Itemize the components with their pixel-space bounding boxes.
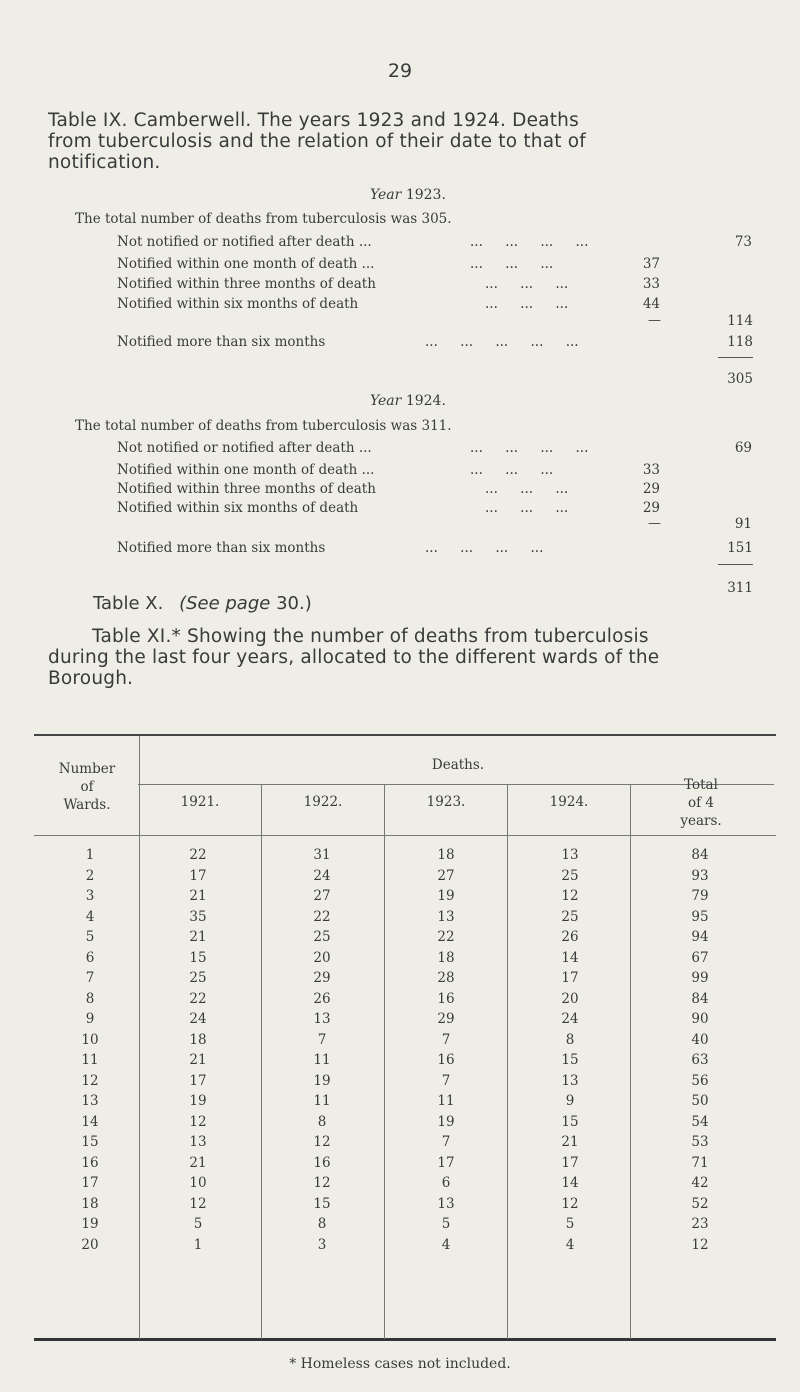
ward-number-cell: 14 (81, 1113, 99, 1130)
year-number: 1923. (405, 187, 446, 203)
deaths-cell: 12 (189, 1113, 207, 1130)
deaths-cell: 8 (317, 1113, 327, 1130)
deaths-cell: 26 (313, 990, 331, 1007)
deaths-cell: 13 (313, 1011, 331, 1027)
total-column-header: Total of 4 years. (680, 777, 722, 829)
ward-number-cell: 7 (85, 970, 95, 986)
deaths-cell: 4 (441, 1236, 451, 1253)
deaths-cell: 8 (565, 1031, 575, 1048)
total-cell: 67 (691, 949, 709, 966)
year-column-header: 1924. (549, 794, 589, 810)
deaths-cell: 35 (189, 908, 207, 925)
ward-number-cell: 8 (85, 990, 95, 1007)
deaths-cell: 19 (437, 1113, 455, 1130)
table-bottom-rule (34, 1338, 776, 1341)
within-three-months-label: Notified within three months of death (117, 481, 376, 497)
grand-total: 305 (727, 371, 753, 387)
dot-leaders: ... ... ... ... (470, 234, 589, 250)
deaths-cell: 25 (561, 867, 579, 884)
within-six-months-label: Notified within six months of death (117, 500, 359, 516)
deaths-cell: 21 (189, 1154, 207, 1171)
total-rule (718, 564, 753, 565)
total-cell: 42 (691, 1175, 709, 1191)
dot-leaders: ... ... ... (470, 462, 554, 478)
deaths-cell: 13 (437, 908, 455, 925)
dot-leaders: ... ... ... (485, 296, 569, 312)
deaths-cell: 1 (193, 1236, 203, 1253)
dot-leaders: ... ... ... (485, 276, 569, 292)
total-cell: 84 (691, 847, 709, 863)
deaths-cell: 11 (313, 1093, 331, 1109)
within-three-months-value: 29 (642, 481, 660, 497)
title-line: notification. (48, 152, 161, 173)
deaths-cell: 15 (561, 1113, 579, 1130)
ward-number-cell: 4 (85, 908, 95, 925)
total-deaths-line: The total number of deaths from tuberculosis was 311. (75, 418, 452, 434)
total-cell: 95 (691, 908, 709, 925)
deaths-cell: 27 (437, 867, 455, 884)
deaths-cell: 12 (189, 1195, 207, 1212)
within-one-month-value: 37 (642, 256, 660, 272)
deaths-cell: 15 (313, 1195, 331, 1212)
deaths-cell: 16 (313, 1154, 331, 1171)
ward-number-cell: 9 (85, 1011, 95, 1027)
deaths-cell: 17 (189, 1072, 207, 1089)
deaths-cell: 21 (189, 888, 207, 904)
deaths-cell: 9 (565, 1093, 575, 1109)
total-rule (718, 357, 753, 358)
total-cell: 50 (691, 1093, 709, 1109)
deaths-cell: 21 (561, 1134, 579, 1150)
deaths-cell: 13 (189, 1134, 207, 1150)
deaths-cell: 29 (437, 1011, 455, 1027)
deaths-cell: 24 (313, 867, 331, 884)
more-than-six-months-value: 151 (727, 540, 753, 556)
ward-number-cell: 5 (85, 929, 95, 945)
deaths-cell: 19 (189, 1093, 207, 1109)
title-line: Table IX. Camberwell. The years 1923 and 1924. Deaths (48, 110, 579, 131)
deaths-cell: 5 (565, 1216, 575, 1232)
header-bottom-rule (34, 835, 776, 836)
deaths-cell: 18 (437, 847, 455, 863)
deaths-cell: 18 (189, 1031, 207, 1048)
ward-number-cell: 11 (81, 1052, 99, 1068)
total-cell: 40 (691, 1031, 709, 1048)
ward-number-cell: 6 (85, 949, 95, 966)
deaths-cell: 22 (437, 929, 455, 945)
title-line: Borough. (48, 668, 134, 689)
table-ix-title (48, 110, 768, 173)
deaths-header: Deaths. (431, 757, 485, 773)
deaths-cell: 25 (313, 929, 331, 945)
deaths-cell: 31 (313, 847, 331, 863)
deaths-cell: 22 (313, 908, 331, 925)
deaths-cell: 15 (561, 1052, 579, 1068)
deaths-cell: 22 (189, 847, 207, 863)
deaths-cell: 28 (437, 970, 455, 986)
deaths-cell: 19 (313, 1072, 331, 1089)
deaths-cell: 7 (441, 1072, 451, 1089)
ward-number-cell: 13 (81, 1093, 99, 1109)
deaths-cell: 14 (561, 1175, 579, 1191)
deaths-cell: 24 (561, 1011, 579, 1027)
deaths-cell: 5 (193, 1216, 203, 1232)
footnote: * Homeless cases not included. (289, 1356, 511, 1372)
deaths-cell: 25 (561, 908, 579, 925)
within-one-month-value: 33 (642, 462, 660, 478)
total-cell: 23 (691, 1216, 709, 1232)
within-six-months-value: 44 (642, 296, 660, 312)
total-cell: 54 (691, 1113, 709, 1130)
ward-number-cell: 1 (85, 847, 95, 863)
dot-leaders: ... ... ... (485, 500, 569, 516)
within-six-months-label: Notified within six months of death (117, 296, 359, 312)
deaths-cell: 19 (437, 888, 455, 904)
title-line: from tuberculosis and the relation of their date to that of (48, 131, 587, 152)
more-than-six-months-label: Notified more than six months (117, 334, 326, 350)
subtotal-dash: — (648, 516, 661, 531)
deaths-cell: 8 (317, 1216, 327, 1232)
total-cell: 99 (691, 970, 709, 986)
deaths-cell: 20 (313, 949, 331, 966)
within-one-month-label: Notified within one month of death ... (117, 462, 375, 478)
total-cell: 53 (691, 1134, 709, 1150)
deaths-cell: 12 (561, 1195, 579, 1212)
year-number: 1924. (405, 393, 446, 409)
within-six-months-value: 29 (642, 500, 660, 516)
deaths-cell: 17 (189, 867, 207, 884)
deaths-cell: 4 (565, 1236, 575, 1253)
see-page-text: (See page (179, 593, 271, 614)
year-heading (370, 393, 446, 409)
more-than-six-months-value: 118 (727, 334, 753, 350)
ward-number-cell: 2 (85, 867, 95, 884)
total-cell: 63 (691, 1052, 709, 1068)
ward-number-cell: 19 (81, 1216, 99, 1232)
year-word: Year (370, 187, 402, 203)
deaths-cell: 25 (189, 970, 207, 986)
table-x-label: Table X. (93, 593, 164, 614)
deaths-cell: 13 (561, 1072, 579, 1089)
total-cell: 71 (691, 1154, 709, 1171)
deaths-cell: 13 (561, 847, 579, 863)
column-divider (384, 785, 385, 1339)
deaths-cell: 20 (561, 990, 579, 1007)
ward-number-cell: 18 (81, 1195, 99, 1212)
deaths-cell: 18 (437, 949, 455, 966)
deaths-cell: 17 (561, 970, 579, 986)
deaths-cell: 22 (189, 990, 207, 1007)
ward-number-cell: 3 (85, 888, 95, 904)
dot-leaders: ... ... ... (485, 481, 569, 497)
deaths-cell: 7 (317, 1031, 327, 1048)
deaths-cell: 15 (189, 949, 207, 966)
table-xi-title (48, 626, 768, 689)
deaths-cell: 16 (437, 990, 455, 1007)
dot-leaders: ... ... ... ... (425, 540, 544, 556)
ward-number-cell: 17 (81, 1175, 99, 1191)
ward-number-cell: 12 (81, 1072, 99, 1089)
deaths-cell: 16 (437, 1052, 455, 1068)
deaths-cell: 12 (561, 888, 579, 904)
table-top-rule (34, 734, 776, 736)
total-cell: 84 (691, 990, 709, 1007)
total-cell: 94 (691, 929, 709, 945)
ward-number-cell: 10 (81, 1031, 99, 1048)
deaths-cell: 17 (437, 1154, 455, 1171)
within-subtotal: 91 (734, 516, 752, 532)
deaths-cell: 11 (313, 1052, 331, 1068)
not-notified-label: Not notified or notified after death ... (117, 234, 372, 250)
within-subtotal: 114 (727, 313, 753, 329)
subtotal-dash: — (648, 313, 661, 328)
year-column-header: 1923. (426, 794, 466, 810)
deaths-cell: 12 (313, 1175, 331, 1191)
year-word: Year (370, 393, 402, 409)
total-cell: 79 (691, 888, 709, 904)
deaths-cell: 21 (189, 1052, 207, 1068)
deaths-cell: 11 (437, 1093, 455, 1109)
page-number: 29 (387, 60, 413, 82)
not-notified-label: Not notified or notified after death ... (117, 440, 372, 456)
not-notified-value: 69 (734, 440, 752, 456)
deaths-cell: 7 (441, 1031, 451, 1048)
deaths-cell: 12 (313, 1134, 331, 1150)
deaths-cell: 24 (189, 1011, 207, 1027)
table-x-reference (93, 593, 312, 614)
ward-number-cell: 20 (81, 1236, 99, 1253)
deaths-cell: 26 (561, 929, 579, 945)
deaths-cell: 17 (561, 1154, 579, 1171)
deaths-cell: 13 (437, 1195, 455, 1212)
within-three-months-label: Notified within three months of death (117, 276, 376, 292)
title-line: Table XI.* Showing the number of deaths from tuberculosis (92, 626, 649, 647)
within-three-months-value: 33 (642, 276, 660, 292)
total-cell: 90 (691, 1011, 709, 1027)
total-cell: 12 (691, 1236, 709, 1253)
deaths-cell: 5 (441, 1216, 451, 1232)
deaths-cell: 21 (189, 929, 207, 945)
deaths-cell: 27 (313, 888, 331, 904)
year-heading (370, 187, 446, 203)
grand-total: 311 (727, 580, 753, 596)
total-cell: 56 (691, 1072, 709, 1089)
deaths-cell: 10 (189, 1175, 207, 1191)
wards-header: Number of Wards. (58, 761, 116, 813)
column-divider (261, 785, 262, 1339)
deaths-cell: 3 (317, 1236, 327, 1253)
ward-number-cell: 15 (81, 1134, 99, 1150)
column-divider (630, 785, 631, 1339)
not-notified-value: 73 (734, 234, 752, 250)
dot-leaders: ... ... ... ... ... (425, 334, 579, 350)
within-one-month-label: Notified within one month of death ... (117, 256, 375, 272)
ward-number-cell: 16 (81, 1154, 99, 1171)
title-line: during the last four years, allocated to the different wards of the (48, 647, 660, 668)
deaths-cell: 6 (441, 1175, 451, 1191)
total-cell: 52 (691, 1195, 709, 1212)
total-cell: 93 (691, 867, 709, 884)
column-divider (139, 736, 140, 1339)
see-page-number: 30.) (276, 593, 312, 614)
total-deaths-line: The total number of deaths from tuberculosis was 305. (75, 211, 452, 227)
deaths-cell: 14 (561, 949, 579, 966)
year-column-header: 1921. (180, 794, 220, 810)
column-divider (507, 785, 508, 1339)
dot-leaders: ... ... ... (470, 256, 554, 272)
deaths-cell: 29 (313, 970, 331, 986)
more-than-six-months-label: Notified more than six months (117, 540, 326, 556)
year-column-header: 1922. (303, 794, 343, 810)
dot-leaders: ... ... ... ... (470, 440, 589, 456)
deaths-cell: 7 (441, 1134, 451, 1150)
